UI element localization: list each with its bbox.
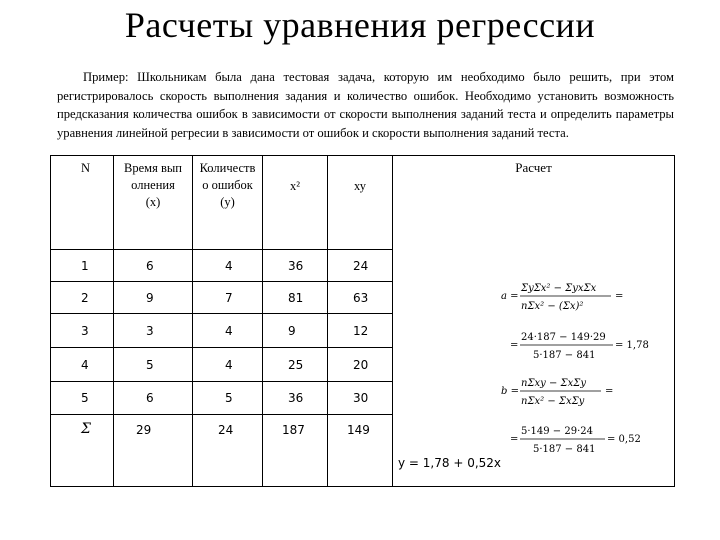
header-xy: ху xyxy=(328,156,393,250)
page-title: Расчеты уравнения регрессии xyxy=(124,5,596,45)
cell-x: 6 xyxy=(114,250,193,282)
calculation-cell xyxy=(393,156,675,487)
cell-x2: 81 xyxy=(263,282,328,314)
cell-x: 6 xyxy=(114,382,193,415)
cell-sum-xy: 149 xyxy=(328,415,393,487)
a-equals: = xyxy=(615,291,624,302)
header-x2: х² xyxy=(263,156,328,250)
cell-xy: 12 xyxy=(328,314,393,348)
a-label: a = xyxy=(501,291,519,302)
cell-x2: 9 xyxy=(263,314,328,348)
cell-y: 4 xyxy=(193,348,263,382)
cell-y: 4 xyxy=(193,250,263,282)
cell-n: 1 xyxy=(51,250,114,282)
a-numerator: ΣyΣx² − ΣyxΣx xyxy=(521,283,597,294)
b-denominator: nΣx² − ΣxΣy xyxy=(521,396,585,407)
header-n: N xyxy=(51,156,114,250)
cell-x2: 36 xyxy=(263,382,328,415)
cell-n: 3 xyxy=(51,314,114,348)
cell-n: 4 xyxy=(51,348,114,382)
cell-sum-x: 29 xyxy=(114,415,193,487)
cell-xy: 24 xyxy=(328,250,393,282)
cell-xy: 63 xyxy=(328,282,393,314)
cell-n: 5 xyxy=(51,382,114,415)
regression-table xyxy=(50,155,675,487)
b-numerator: nΣxy − ΣxΣy xyxy=(521,378,586,389)
a-calc-denominator: 5·187 − 841 xyxy=(533,350,596,361)
a-denominator: nΣx² − (Σx)² xyxy=(521,301,584,312)
intro-paragraph: Пример: Школьникам была дана тестовая задача, которую им необходимо было решить, при этом регистрировалось скорость выполнения задания и количество ошибок. Необходимо установить возможность предсказания количества ошибок в зависимости от скорости выполнения заданий теста и определить параметры уравнения линейной регресии в зависимости от ошибок и скорости выполнения заданий теста. xyxy=(57,70,674,140)
cell-y: 4 xyxy=(193,314,263,348)
b-calc-equals: = xyxy=(510,434,519,445)
a-result: = 1,78 xyxy=(615,340,649,351)
cell-xy: 30 xyxy=(328,382,393,415)
a-calc-equals: = xyxy=(510,340,519,351)
b-calc-denominator: 5·187 − 841 xyxy=(533,444,596,455)
b-result: = 0,52 xyxy=(607,434,641,445)
b-label: b = xyxy=(501,386,519,397)
formula-block xyxy=(393,156,675,487)
cell-n: 2 xyxy=(51,282,114,314)
b-equals: = xyxy=(605,386,614,397)
header-errors: Количество ошибок (у) xyxy=(193,156,263,250)
header-time: Время выполнения (х) xyxy=(114,156,193,250)
b-calc-numerator: 5·149 − 29·24 xyxy=(521,426,593,437)
calc-title: Расчет xyxy=(515,160,552,175)
regression-equation: y = 1,78 + 0,52x xyxy=(398,456,502,470)
cell-x: 5 xyxy=(114,348,193,382)
cell-sum-symbol: Σ xyxy=(51,415,114,487)
cell-y: 7 xyxy=(193,282,263,314)
cell-x2: 25 xyxy=(263,348,328,382)
cell-x: 3 xyxy=(114,314,193,348)
cell-x2: 36 xyxy=(263,250,328,282)
cell-y: 5 xyxy=(193,382,263,415)
cell-x: 9 xyxy=(114,282,193,314)
cell-sum-y: 24 xyxy=(193,415,263,487)
cell-sum-x2: 187 xyxy=(263,415,328,487)
cell-xy: 20 xyxy=(328,348,393,382)
a-calc-numerator: 24·187 − 149·29 xyxy=(521,332,606,343)
